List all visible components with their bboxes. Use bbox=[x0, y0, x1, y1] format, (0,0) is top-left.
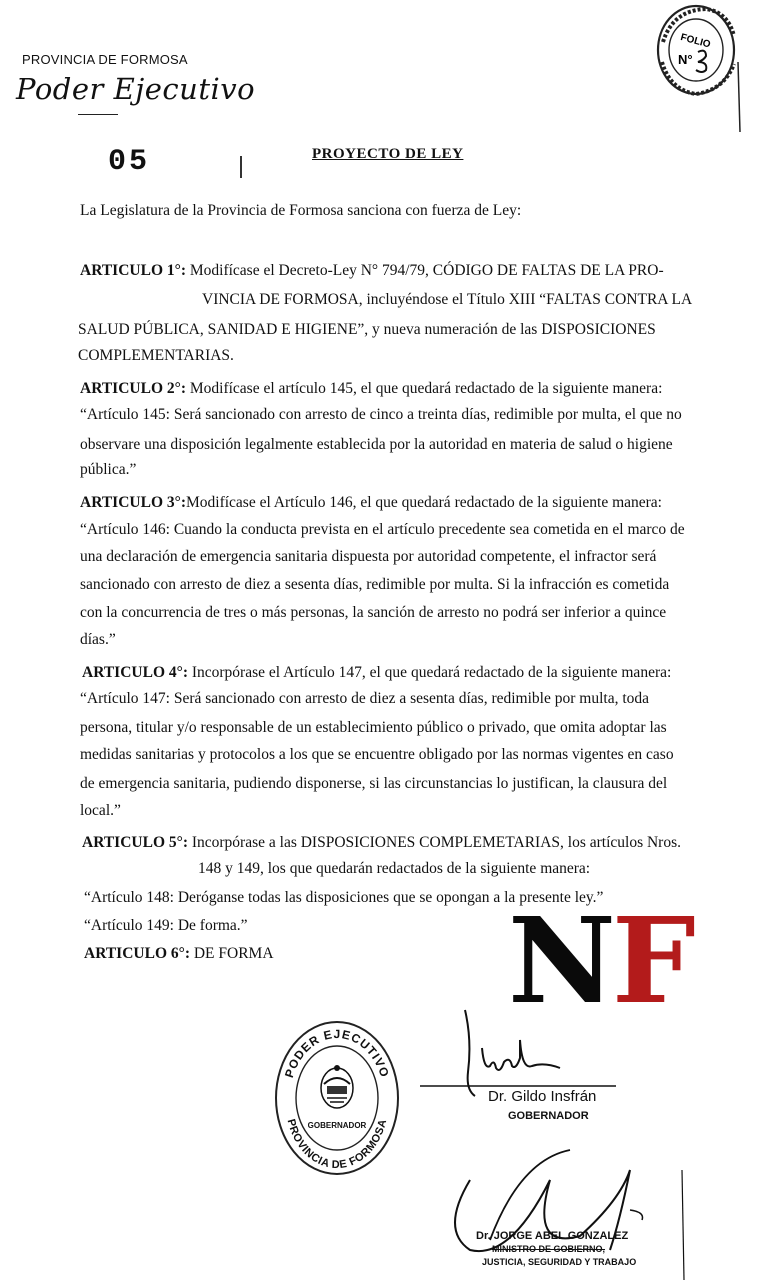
article-1-line-3: SALUD PÚBLICA, SANIDAD E HIGIENE”, y nueva numeración de las DISPOSICIONES bbox=[78, 321, 656, 338]
watermark-letter-n: N bbox=[508, 891, 612, 1030]
article-2-line-3: observare una disposición legalmente establecida por la autoridad en materia de salud o higiene bbox=[80, 436, 673, 453]
article-2-line-4: pública.” bbox=[80, 461, 137, 478]
article-2-line-2: “Artículo 145: Será sancionado con arresto de cinco a treinta días, redimible por multa, el que no bbox=[80, 406, 682, 423]
minister-name: Dr. JORGE ABEL GONZALEZ bbox=[476, 1230, 629, 1242]
article-6-text-1: DE FORMA bbox=[193, 945, 274, 962]
seal-bottom-text: PROVINCIA DE FORMOSA bbox=[284, 1117, 390, 1172]
governor-name: Dr. Gildo Insfrán bbox=[488, 1088, 597, 1105]
article-4-line-5: de emergencia sanitaria, pudiendo disponerse, si las circunstancias lo justifican, la clausura del bbox=[80, 775, 668, 792]
folio-stamp bbox=[648, 2, 748, 134]
svg-text:FOLIO: FOLIO bbox=[679, 32, 712, 51]
province-header: PROVINCIA DE FORMOSA bbox=[22, 52, 188, 67]
article-4-text-1: Incorpórase el Artículo 147, el que quedará redactado de la siguiente manera: bbox=[191, 664, 672, 681]
seal-top-text: PODER EJECUTIVO bbox=[281, 1026, 393, 1080]
article-4-line-2: “Artículo 147: Será sancionado con arresto de diez a sesenta días, redimible por multa, toda bbox=[80, 690, 650, 707]
article-4-line-1 bbox=[82, 664, 671, 682]
governor-role: GOBERNADOR bbox=[508, 1110, 589, 1122]
article-6-heading: ARTICULO 6°: bbox=[84, 945, 190, 962]
article-4-line-6: local.” bbox=[80, 802, 121, 819]
article-2-heading: ARTICULO 2°: bbox=[80, 380, 186, 397]
article-3-line-2: “Artículo 146: Cuando la conducta prevista en el artículo precedente sea cometida en el marco de bbox=[80, 521, 685, 538]
article-2-line-1 bbox=[80, 380, 662, 398]
article-5-line-2: 148 y 149, los que quedarán redactados de la siguiente manera: bbox=[198, 860, 591, 877]
intro-paragraph: La Legislatura de la Provincia de Formosa sanciona con fuerza de Ley: bbox=[80, 202, 522, 219]
article-3-line-5: con la concurrencia de tres o más personas, la sanción de arresto no podrá ser inferior a quince bbox=[80, 604, 667, 621]
article-1-heading: ARTICULO 1°: bbox=[80, 262, 186, 279]
coat-of-arms-icon bbox=[321, 1065, 353, 1108]
article-2-text-1: Modifícase el artículo 145, el que quedará redactado de la siguiente manera: bbox=[189, 380, 663, 397]
governor-seal bbox=[272, 1018, 402, 1178]
article-1-line-4: COMPLEMENTARIAS. bbox=[78, 347, 234, 364]
watermark-letter-f: F bbox=[611, 891, 692, 1030]
article-3-line-3: una declaración de emergencia sanitaria dispuesta por autoridad competente, el infractor será bbox=[80, 548, 657, 565]
article-1-line-2: VINCIA DE FORMOSA, incluyéndose el Título XIII “FALTAS CONTRA LA bbox=[202, 291, 693, 308]
article-3-heading: ARTICULO 3°: bbox=[80, 494, 186, 511]
document-title: PROYECTO DE LEY bbox=[312, 146, 464, 162]
article-3-line-1 bbox=[80, 494, 662, 512]
article-5-line-1 bbox=[82, 834, 681, 852]
article-1-line-1 bbox=[80, 262, 692, 280]
header-rule bbox=[78, 114, 118, 115]
article-5-line-4: “Artículo 149: De forma.” bbox=[84, 917, 248, 934]
minister-role-2: JUSTICIA, SEGURIDAD Y TRABAJO bbox=[482, 1257, 637, 1267]
seal-center-text: GOBERNADOR bbox=[307, 1121, 367, 1130]
article-3-line-6: días.” bbox=[80, 631, 116, 648]
margin-mark bbox=[240, 156, 242, 178]
article-5-heading: ARTICULO 5°: bbox=[82, 834, 188, 851]
article-6-line-1 bbox=[84, 945, 274, 963]
document-number: 05 bbox=[108, 145, 151, 179]
article-4-heading: ARTICULO 4°: bbox=[82, 664, 188, 681]
governor-signature bbox=[420, 1000, 620, 1100]
article-5-text-1: Incorpórase a las DISPOSICIONES COMPLEMETARIAS, los artículos Nros. bbox=[191, 834, 681, 851]
article-3-text-1: Modifícase el Artículo 146, el que quedará redactado de la siguiente manera: bbox=[185, 494, 662, 511]
svg-text:N°: N° bbox=[678, 52, 693, 67]
minister-role-1: MINISTRO DE GOBIERNO, bbox=[492, 1244, 606, 1254]
svg-text:PODER EJECUTIVO bbox=[282, 1027, 392, 1080]
executive-script-title: Poder Ejecutivo bbox=[16, 72, 256, 106]
article-4-line-3: persona, titular y/o responsable de un establecimiento público o privado, que omita adoptar las bbox=[80, 719, 667, 736]
article-1-text-1: Modifícase el Decreto-Ley N° 794/79, CÓDIGO DE FALTAS DE LA PRO- bbox=[189, 262, 664, 279]
article-5-line-3: “Artículo 148: Deróganse todas las disposiciones que se opongan a la presente ley.” bbox=[84, 889, 604, 906]
article-3-line-4: sancionado con arresto de diez a sesenta días, redimible por multa. Si la infracción es cometida bbox=[80, 576, 670, 593]
article-4-line-4: medidas sanitarias y protocolos a los que se encuentre obligado por las normas vigentes en caso bbox=[80, 746, 674, 763]
